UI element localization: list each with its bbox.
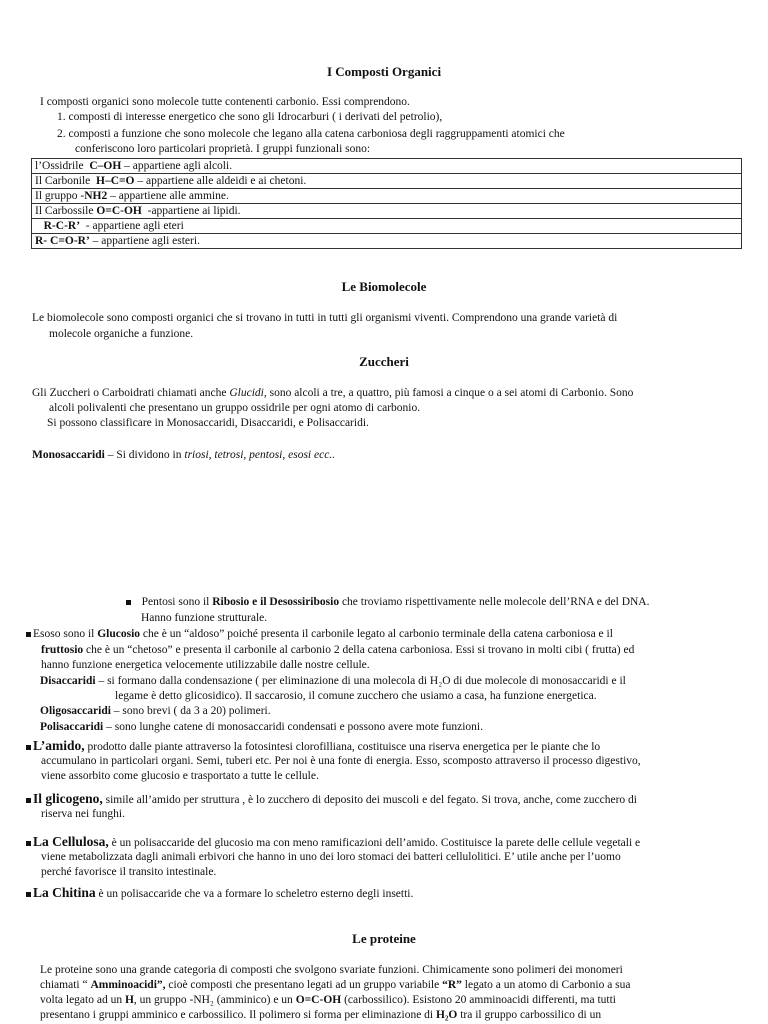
disaccaridi-line-2: legame è detto glicosidico). Il saccarosio, il comune zucchero che usiamo a casa, ha funzione energetica. — [115, 690, 597, 702]
zuccheri-text-1: Gli Zuccheri o Carboidrati chiamati anche Glucidi, sono alcoli a tre, a quattro, più famosi a cinque o a sei atomi di Carbonio. Sono — [32, 387, 634, 399]
functional-groups-table — [31, 158, 742, 249]
biomolecole-text-2: molecole organiche a funzione. — [49, 328, 194, 340]
glicogeno-line-2: riserva nei funghi. — [41, 808, 125, 820]
zuccheri-text-2: alcoli polivalenti che presentano un gruppo ossidrile per ogni atomo di carbonio. — [49, 402, 421, 414]
functional-group-cell: Il gruppo -NH2 – appartiene alle ammine. — [32, 189, 742, 204]
functional-group-cell: R-C-R’ - appartiene agli eteri — [32, 219, 742, 234]
pentosi-line-2: Hanno funzione strutturale. — [141, 612, 268, 624]
cellulosa-line-3: perché favorisce il transito intestinale. — [41, 866, 217, 878]
bullet-icon — [26, 841, 31, 846]
functional-group-cell: R- C=O-R’ – appartiene agli esteri. — [32, 234, 742, 249]
bullet-icon — [26, 798, 31, 803]
functional-group-cell: Il Carbossile O=C-OH -appartiene ai lipidi. — [32, 204, 742, 219]
functional-group-row — [32, 204, 742, 219]
list-item-2: 2. composti a funzione che sono molecole che legano alla catena carboniosa degli raggruppamenti atomici che — [57, 128, 565, 140]
monosaccaridi-line: Monosaccaridi – Si dividono in triosi, tetrosi, pentosi, esosi ecc.. — [32, 449, 336, 461]
list-item-1: 1. composti di interesse energetico che sono gli Idrocarburi ( i derivati del petrolio), — [57, 111, 443, 123]
bullet-icon — [126, 600, 131, 605]
polisaccaridi-line: Polisaccaridi – sono lunghe catene di monosaccaridi condensati e possono avere mote funzioni. — [40, 721, 483, 733]
amido-line: L’amido, prodotto dalle piante attraverso la fotosintesi clorofilliana, costituisce una riserva energetica per le piante che lo — [26, 738, 600, 755]
functional-group-row — [32, 234, 742, 249]
proteine-line-1: Le proteine sono una grande categoria di composti che svolgono svariate funzioni. Chimicamente sono polimeri dei monomeri — [40, 964, 623, 976]
esoso-line-2: fruttosio che è un “chetoso” e presenta il carbonile al carbonio 2 della catena carboniosa. Essi si trovano in molti cibi ( frutta) ed — [41, 644, 635, 656]
bullet-icon — [26, 632, 31, 637]
functional-group-row — [32, 189, 742, 204]
proteine-line-3: volta legato ad un H, un gruppo -NH₂ (amminico) e un O=C-OH (carbossilico). Esistono 20 amminoacidi differenti, ma tutti — [40, 994, 616, 1006]
esoso-line-3: hanno funzione energetica velocemente utilizzabile dalle nostre cellule. — [41, 659, 370, 671]
oligosaccaridi-line: Oligosaccaridi – sono brevi ( da 3 a 20) polimeri. — [40, 705, 271, 717]
functional-group-row — [32, 219, 742, 234]
esoso-line: Esoso sono il Glucosio che è un “aldoso” poiché presenta il carbonile legato al carbonio terminale della catena carboniosa e il — [26, 627, 613, 642]
functional-group-row — [32, 174, 742, 189]
title-zuccheri: Zuccheri — [359, 354, 409, 369]
proteine-line-2: chiamati “ Amminoacidi”, cioè composti che presentano legati ad un gruppo variabile “R” legato a un atomo di Carbonio a sua — [40, 979, 631, 991]
functional-group-row — [32, 159, 742, 174]
list-item-2-cont: conferiscono loro particolari proprietà. I gruppi funzionali sono: — [75, 143, 371, 155]
cellulosa-line: La Cellulosa, è un polisaccaride del glucosio ma con meno ramificazioni dell’amido. Costituisce la parete delle cellule vegetali e — [26, 834, 640, 851]
chitina-line: La Chitina è un polisaccaride che va a formare lo scheletro esterno degli insetti. — [26, 885, 413, 902]
biomolecole-text-1: Le biomolecole sono composti organici che si trovano in tutti in tutti gli organismi viventi. Comprendono una grande varietà di — [32, 312, 618, 324]
bullet-icon — [26, 745, 31, 750]
title-composti-organici: I Composti Organici — [326, 64, 442, 79]
amido-line-2: accumulano in particolari organi. Semi, tuberi etc. Per noi è una fonte di energia. Esso, scomposto attraverso il processo digestivo, — [41, 755, 641, 767]
zuccheri-text-3: Si possono classificare in Monosaccaridi, Disaccaridi, e Polisaccaridi. — [47, 417, 369, 429]
title-proteine: Le proteine — [352, 931, 416, 946]
functional-group-cell: l’Ossidrile C–OH – appartiene agli alcoli. — [32, 159, 742, 174]
intro-text: I composti organici sono molecole tutte contenenti carbonio. Essi comprendono. — [40, 96, 410, 108]
disaccaridi-line: Disaccaridi – si formano dalla condensazione ( per eliminazione di una molecola di H₂O di due molecole di monosaccaridi e il — [40, 675, 626, 687]
cellulosa-line-2: viene metabolizzata dagli animali erbivori che hanno in uno dei loro stomaci dei batteri cellulolitici. E’ utile anche per l’uomo — [41, 851, 621, 863]
glicogeno-line: Il glicogeno, simile all’amido per struttura , è lo zucchero di deposito dei muscoli e del fegato. Si trova, anche, come zucchero di — [26, 791, 637, 808]
amido-line-3: viene assorbito come glucosio e trasportato a tutte le cellule. — [41, 770, 319, 782]
bullet-icon — [26, 892, 31, 897]
pentosi-line: Pentosi sono il Ribosio e il Desossiribosio che troviamo rispettivamente nelle molecole dell’RNA e del DNA. — [126, 595, 649, 610]
functional-group-cell: Il Carbonile H–C=O – appartiene alle aldeidi e ai chetoni. — [32, 174, 742, 189]
proteine-line-4: presentano i gruppi amminico e carbossilico. Il polimero si forma per eliminazione di H₂O tra il gruppo carbossilico di un — [40, 1009, 602, 1021]
title-biomolecole: Le Biomolecole — [341, 279, 427, 294]
